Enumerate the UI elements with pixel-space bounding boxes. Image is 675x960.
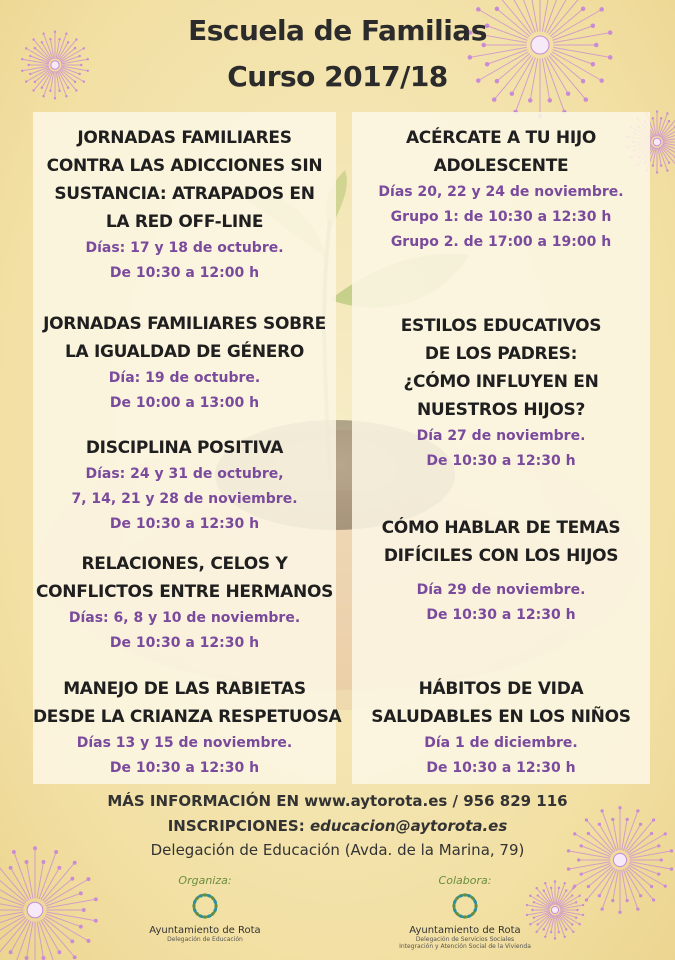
event-heading: CÓMO HABLAR DE TEMAS bbox=[381, 518, 621, 538]
event-time: De 10:30 a 12:00 h bbox=[109, 265, 260, 281]
page-title: Escuela de Familias bbox=[188, 14, 487, 47]
event-date: Día: 19 de octubre. bbox=[108, 370, 261, 386]
event-heading: LA IGUALDAD DE GÉNERO bbox=[64, 342, 305, 362]
inscriptions-label: INSCRIPCIONES: bbox=[167, 817, 310, 835]
event-heading: DESDE LA CRIANZA RESPETUOSA bbox=[33, 707, 342, 727]
more-info-text: MÁS INFORMACIÓN EN www.aytorota.es / 956 829 116 bbox=[107, 792, 568, 810]
event-time: De 10:30 a 12:30 h bbox=[426, 453, 576, 469]
organiza-name: Ayuntamiento de Rota bbox=[149, 925, 261, 936]
event-heading: CONFLICTOS ENTRE HERMANOS bbox=[35, 582, 334, 602]
event-date: Días: 24 y 31 de octubre, bbox=[85, 466, 284, 482]
event-heading: DE LOS PADRES: bbox=[424, 344, 578, 364]
ayuntamiento-rota-emblem-icon bbox=[188, 889, 222, 923]
event-date: Día 29 de noviembre. bbox=[416, 582, 586, 598]
event-heading: JORNADAS FAMILIARES SOBRE bbox=[43, 314, 326, 334]
event-heading: SUSTANCIA: ATRAPADOS EN bbox=[54, 184, 315, 204]
event-time: De 10:30 a 12:30 h bbox=[109, 516, 260, 532]
colabora-sub: Delegación de Servicios Sociales bbox=[415, 936, 515, 943]
event-heading: ESTILOS EDUCATIVOS bbox=[400, 316, 602, 336]
event-date: Día 27 de noviembre. bbox=[416, 428, 586, 444]
colabora-name: Ayuntamiento de Rota bbox=[409, 925, 521, 936]
page-subtitle: Curso 2017/18 bbox=[227, 60, 448, 93]
event-time: Grupo 2. de 17:00 a 19:00 h bbox=[390, 234, 612, 250]
event-heading: LA RED OFF-LINE bbox=[105, 212, 264, 232]
event-time: De 10:30 a 12:30 h bbox=[109, 635, 260, 651]
event-time: De 10:30 a 12:30 h bbox=[426, 607, 576, 623]
event-heading: RELACIONES, CELOS Y bbox=[81, 554, 288, 574]
logo-colabora bbox=[385, 874, 545, 950]
organiza-sub: Delegación de Educación bbox=[167, 936, 243, 943]
event-date: Días: 6, 8 y 10 de noviembre. bbox=[68, 610, 301, 626]
event-heading: HÁBITOS DE VIDA bbox=[418, 679, 584, 699]
event-disciplina bbox=[33, 434, 336, 537]
colabora-label: Colabora: bbox=[438, 874, 492, 887]
event-adicciones bbox=[33, 124, 336, 286]
event-date: 7, 14, 21 y 28 de noviembre. bbox=[71, 491, 298, 507]
event-adolescente bbox=[352, 124, 650, 255]
inscriptions-email-link[interactable]: educacion@aytorota.es bbox=[309, 817, 508, 835]
event-heading: ADOLESCENTE bbox=[433, 156, 569, 176]
delegation-text: Delegación de Educación (Avda. de la Marina, 79) bbox=[150, 841, 525, 859]
event-time: Grupo 1: de 10:30 a 12:30 h bbox=[390, 209, 612, 225]
event-date: Días 13 y 15 de noviembre. bbox=[76, 735, 293, 751]
event-date: Días: 17 y 18 de octubre. bbox=[85, 240, 284, 256]
inscriptions-line bbox=[0, 817, 675, 835]
event-heading: SALUDABLES EN LOS NIÑOS bbox=[371, 707, 631, 727]
event-heading: MANEJO DE LAS RABIETAS bbox=[63, 679, 306, 699]
event-heading: DISCIPLINA POSITIVA bbox=[85, 438, 284, 458]
event-heading: ACÉRCATE A TU HIJO bbox=[405, 128, 597, 148]
event-rabietas bbox=[33, 675, 342, 781]
event-heading: JORNADAS FAMILIARES bbox=[77, 128, 292, 148]
event-heading: ¿CÓMO INFLUYEN EN bbox=[403, 372, 599, 392]
event-date: Días 20, 22 y 24 de noviembre. bbox=[378, 184, 624, 200]
event-heading: NUESTROS HIJOS? bbox=[416, 400, 586, 420]
event-heading: DIFÍCILES CON LOS HIJOS bbox=[383, 546, 619, 566]
organiza-label: Organiza: bbox=[178, 874, 232, 887]
delegation-line bbox=[0, 841, 675, 859]
event-time: De 10:30 a 12:30 h bbox=[109, 760, 260, 776]
event-heading: CONTRA LAS ADICCIONES SIN bbox=[46, 156, 323, 176]
ayuntamiento-rota-emblem-icon bbox=[448, 889, 482, 923]
event-hermanos bbox=[33, 550, 336, 656]
event-time: De 10:00 a 13:00 h bbox=[109, 395, 260, 411]
event-time: De 10:30 a 12:30 h bbox=[426, 760, 576, 776]
event-temas-dificiles bbox=[352, 514, 650, 628]
logo-organiza bbox=[130, 874, 280, 943]
colabora-sub: Integración y Atención Social de la Vivienda bbox=[399, 943, 531, 950]
event-igualdad bbox=[33, 310, 336, 416]
event-date: Día 1 de diciembre. bbox=[424, 735, 578, 751]
event-habitos bbox=[352, 675, 650, 781]
more-info-line bbox=[0, 792, 675, 810]
event-estilos bbox=[352, 312, 650, 474]
